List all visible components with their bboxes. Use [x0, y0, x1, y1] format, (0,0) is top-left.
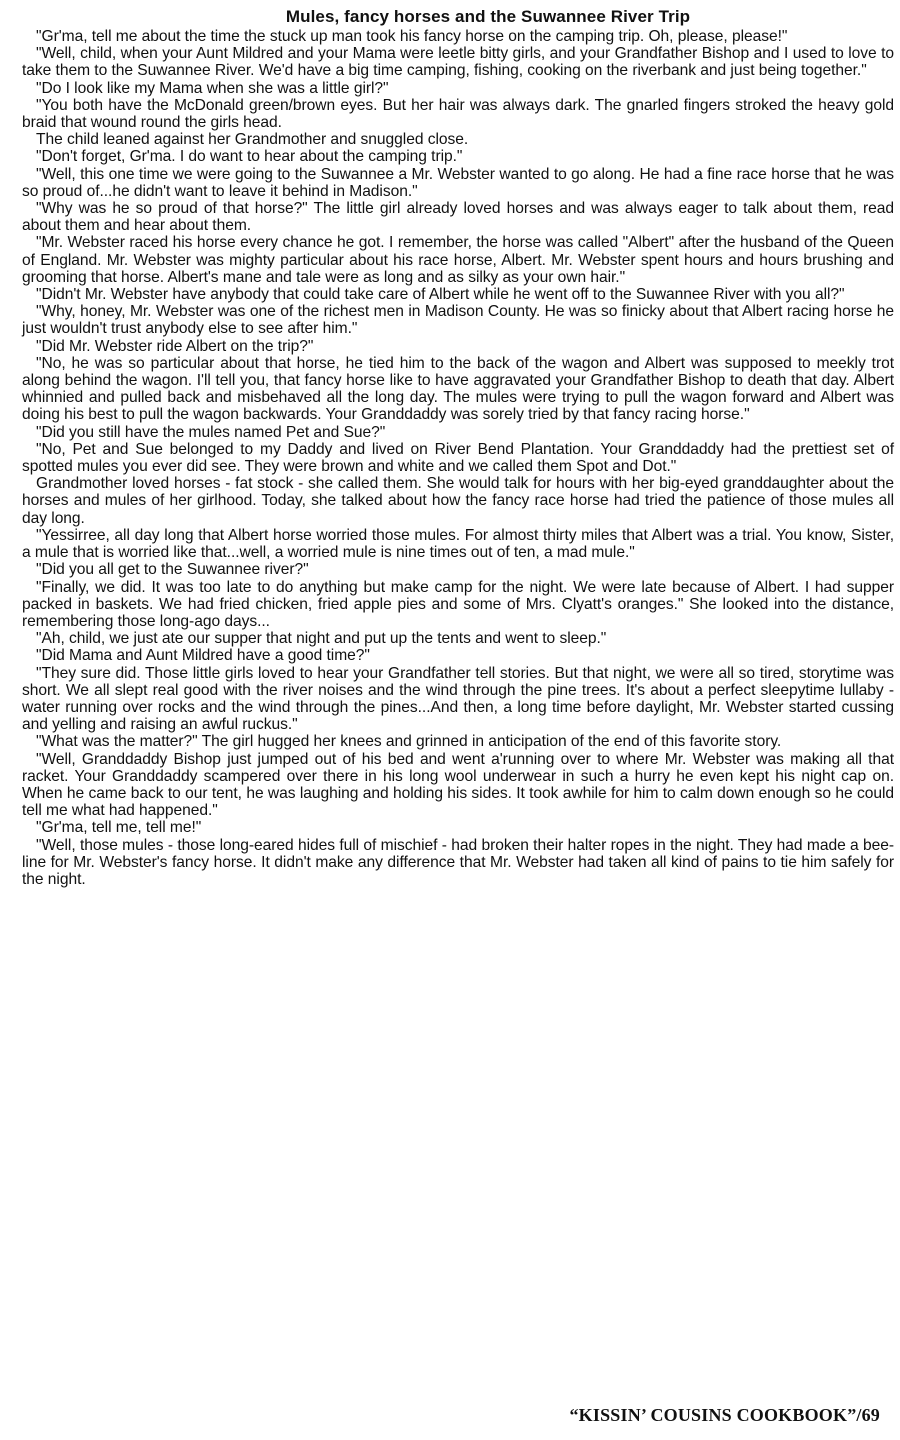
paragraph: "Gr'ma, tell me, tell me!" — [36, 819, 202, 837]
page-title: Mules, fancy horses and the Suwannee River Trip — [285, 7, 691, 26]
paragraph: "No, he was so particular about that horse, he tied him to the back of the wagon and Albert was supposed to meekly trot along behind the wagon. I'll tell you, that fancy horse like to have aggravated your Grandfather Bishop to death that day. Albert whinnied and pulled back and misbehaved all the long day. The mules were trying to pull the wagon forward and Albert was doing his best to pull the wagon backwards. Your Granddaddy was sorely tried by that fancy racing horse." — [22, 354, 894, 424]
paragraph: "Did Mr. Webster ride Albert on the trip?" — [36, 337, 314, 355]
paragraph: "Gr'ma, tell me about the time the stuck up man took his fancy horse on the camping trip. Oh, please, please!" — [36, 28, 788, 45]
paragraph: "Well, child, when your Aunt Mildred and your Mama were leetle bitty girls, and your Grandfather Bishop and I used to love to take them to the Suwannee River. We'd have a big time camping, fishing, cooking on the riverbank and just being together." — [22, 45, 894, 80]
paragraph: "Mr. Webster raced his horse every chance he got. I remember, the horse was called "Albert" after the husband of the Queen of England. Mr. Webster was mighty particular about his race horse, Albert. Mr. Webster spent hours and hours brushing and grooming that horse. Albert's mane and tale were as long and as silky as your own hair." — [22, 234, 894, 286]
paragraph: "Why was he so proud of that horse?" The little girl already loved horses and was always eager to talk about them, read about them and hear about them. — [22, 200, 894, 235]
paragraph: "You both have the McDonald green/brown eyes. But her hair was always dark. The gnarled fingers stroked the heavy gold braid that wound round the girls head. — [22, 96, 894, 132]
paragraph: "Yessirree, all day long that Albert horse worried those mules. For almost thirty miles that Albert was a trial. You know, Sister, a mule that is worried like that...well, a worried mule is nine times out of ten, a mad mule." — [22, 526, 894, 562]
page-footer: “KISSIN’ COUSINS COOKBOOK”/69 — [569, 1405, 880, 1425]
paragraph: "Ah, child, we just ate our supper that night and put up the tents and went to sleep." — [36, 630, 607, 648]
paragraph: "Did you all get to the Suwannee river?" — [36, 561, 309, 579]
paragraph: Grandmother loved horses - fat stock - she called them. She would talk for hours with her big-eyed granddaughter about the horses and mules of her girlhood. Today, she talked about how the fancy race horse had tried the patience of those mules all day long. — [22, 475, 894, 527]
paragraph: "Well, Granddaddy Bishop just jumped out of his bed and went a'running over to where Mr. Webster was making all that racket. Your Granddaddy scampered over there in his long wool underwear in such a hurry he even kept his night cap on. When he came back to our tent, he was laughing and holding his sides. It took awhile for him to calm down enough so he could tell me what had happened." — [22, 750, 894, 820]
paragraph: "Don't forget, Gr'ma. I do want to hear about the camping trip." — [36, 148, 463, 166]
paragraph: "Didn't Mr. Webster have anybody that could take care of Albert while he went off to the Suwannee River with you all?" — [36, 286, 845, 304]
story-body — [22, 28, 894, 888]
document-page — [22, 6, 894, 1434]
paragraph: "Do I look like my Mama when she was a little girl?" — [36, 79, 389, 97]
paragraph: "Did Mama and Aunt Mildred have a good time?" — [36, 647, 370, 665]
paragraph: "Well, those mules - those long-eared hides full of mischief - had broken their halter ropes in the night. They had made a bee-line for Mr. Webster's fancy horse. It didn't make any difference that Mr. Webster had taken all kind of pains to tie him safely for the night. — [22, 836, 894, 888]
paragraph: "Why, honey, Mr. Webster was one of the richest men in Madison County. He was so finicky about that Albert racing horse he just wouldn't trust anybody else to see after him." — [22, 303, 894, 338]
paragraph: "Finally, we did. It was too late to do anything but make camp for the night. We were late because of Albert. I had supper packed in baskets. We had fried chicken, fried apple pies and some of Mrs. Clyatt's oranges." She looked into the distance, remembering those long-ago days... — [22, 578, 894, 630]
paragraph: "What was the matter?" The girl hugged her knees and grinned in anticipation of the end of this favorite story. — [36, 733, 782, 751]
paragraph: "No, Pet and Sue belonged to my Daddy and lived on River Bend Plantation. Your Granddaddy had the prettiest set of spotted mules you ever did see. They were brown and white and we called them Spot and Dot." — [22, 440, 894, 476]
paragraph: "Well, this one time we were going to the Suwannee a Mr. Webster wanted to go along. He had a fine race horse that he was so proud of...he didn't want to leave it behind in Madison." — [22, 165, 894, 200]
paragraph: The child leaned against her Grandmother and snuggled close. — [36, 131, 469, 149]
paragraph: "Did you still have the mules named Pet and Sue?" — [36, 423, 386, 441]
paragraph: "They sure did. Those little girls loved to hear your Grandfather tell stories. But that night, we were all so tired, storytime was short. We all slept real good with the river noises and the wind through the pine trees. It's about a perfect sleepytime lullaby - water running over rocks and the wind through the pines...And then, a long time before daylight, Mr. Webster started cussing and yelling and raising an awful ruckus." — [22, 664, 894, 734]
